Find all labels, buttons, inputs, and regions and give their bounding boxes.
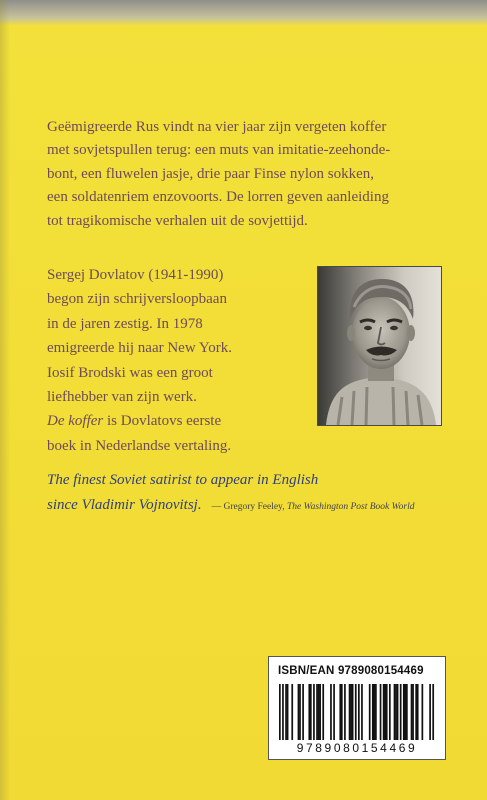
bio-line: Sergej Dovlatov (1941-1990)	[47, 267, 224, 283]
bio-line: begon zijn schrijversloopbaan	[47, 291, 227, 308]
barcode-bar	[372, 684, 374, 740]
barcode-bar	[429, 684, 431, 740]
barcode-bar	[375, 684, 377, 740]
attribution-author: — Gregory Feeley,	[211, 501, 287, 512]
bio-line-rest: is Dovlatovs eerste	[103, 413, 222, 430]
barcode-bar	[404, 684, 406, 740]
barcode-bar	[279, 684, 281, 740]
barcode-bar	[395, 684, 397, 740]
barcode-bar	[386, 684, 388, 740]
barcode-bar	[299, 684, 301, 740]
bio-line: in de jaren zestig. In 1978	[47, 315, 203, 332]
spine-shadow	[0, 0, 10, 800]
review-quote	[47, 468, 477, 519]
barcode-bar	[350, 684, 352, 740]
barcode-bar	[380, 684, 382, 740]
author-photo	[317, 266, 442, 426]
barcode-bar	[384, 684, 386, 740]
barcode-bar	[373, 684, 375, 740]
barcode-bar	[349, 684, 351, 740]
barcode-bar	[352, 684, 354, 740]
barcode-bar	[358, 684, 360, 740]
barcode-bar	[422, 684, 424, 740]
blurb-line: Geëmigreerde Rus vindt na vier jaar zijn vergeten koffer	[47, 119, 387, 135]
barcode-bar	[389, 684, 391, 740]
barcode-bar	[310, 684, 312, 740]
bio-line: boek in Nederlandse vertaling.	[47, 437, 232, 454]
barcode-bar	[282, 684, 284, 740]
barcode-bar	[330, 684, 332, 740]
top-edge-shadow	[0, 0, 487, 26]
barcode-bar	[415, 684, 417, 740]
barcode-bar	[400, 684, 402, 740]
barcode-bar	[355, 684, 357, 740]
barcode-digits: 9789080154469	[296, 741, 418, 755]
barcode-bar	[369, 684, 371, 740]
isbn-label-text: ISBN/EAN 9789080154469	[278, 665, 424, 677]
barcode-bar	[298, 684, 300, 740]
barcode-bar	[287, 684, 289, 740]
barcode-bar	[406, 684, 408, 740]
isbn-barcode-label	[268, 656, 446, 760]
barcode-bar	[411, 684, 413, 740]
bio-line: Iosif Brodski was een groot	[47, 364, 213, 381]
quote-attribution	[212, 502, 415, 512]
bio-line: emigreerde hij naar New York.	[47, 340, 232, 357]
attribution-publication: The Washington Post Book World	[286, 501, 415, 512]
barcode-bar	[291, 684, 293, 740]
author-bio	[47, 263, 317, 458]
barcode-bars	[279, 684, 437, 740]
barcode-bar	[319, 684, 321, 740]
book-title: De koffer	[47, 413, 104, 430]
barcode-bar	[432, 684, 434, 740]
blurb-line: een soldatenriem enzovoorts. De lorren geven aanleiding	[47, 189, 389, 206]
blurb-line: met sovjetspullen terug: een muts van imitatie-zeehonde-	[47, 142, 391, 159]
barcode-bar	[316, 684, 318, 740]
quote-line-text: since Vladimir Vojnovitsj.	[47, 496, 202, 513]
blurb-line: tot tragikomische verhalen uit de sovjettijd.	[47, 212, 308, 229]
barcode-bar	[318, 684, 320, 740]
bio-line: liefhebber van zijn werk.	[47, 389, 197, 406]
blurb-line: bont, een fluwelen jasje, drie paar Finse nylon sokken,	[47, 165, 374, 182]
barcode-bar	[403, 684, 405, 740]
barcode-bar	[412, 684, 414, 740]
barcode-bar	[394, 684, 396, 740]
blurb-paragraph	[47, 116, 467, 233]
barcode-bar	[417, 684, 419, 740]
barcode-bar	[361, 684, 363, 740]
barcode-bar	[397, 684, 399, 740]
barcode-bar	[285, 684, 287, 740]
barcode-bar	[308, 684, 310, 740]
bio-line	[47, 409, 317, 433]
barcode-bar	[344, 684, 346, 740]
barcode-bar	[383, 684, 385, 740]
barcode-bar	[322, 684, 324, 740]
quote-line: The finest Soviet satirist to appear in English	[47, 472, 319, 488]
barcode-bar	[341, 684, 343, 740]
barcode-bar	[339, 684, 341, 740]
barcode-bar	[313, 684, 315, 740]
barcode-bar	[302, 684, 304, 740]
barcode-bar	[333, 684, 335, 740]
quote-line	[47, 493, 477, 520]
author-portrait-image	[318, 267, 441, 425]
